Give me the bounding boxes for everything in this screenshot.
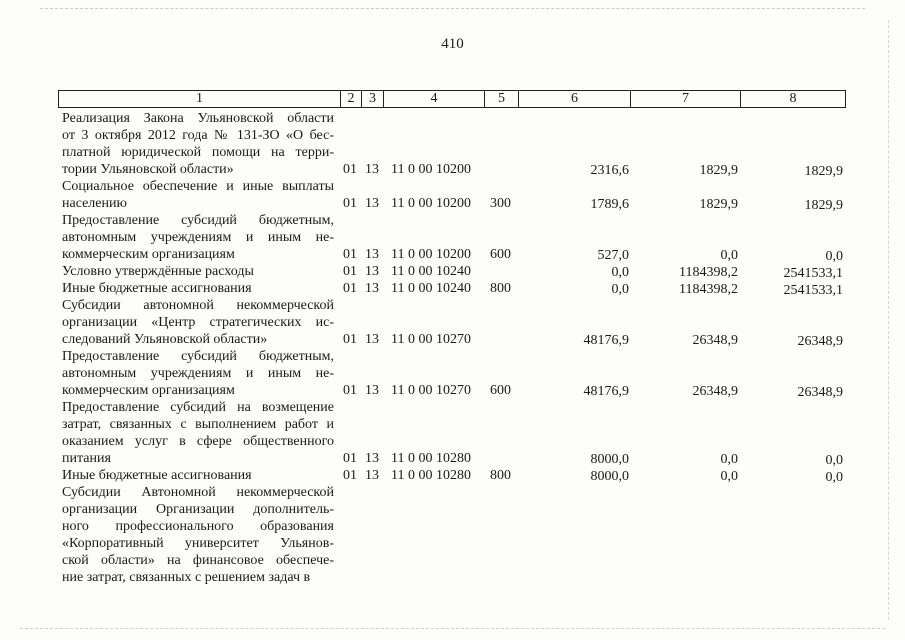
cell-col-6: 8000,0 — [590, 452, 629, 467]
cell-col-7: 1829,9 — [699, 197, 738, 212]
description-line: коммерческим организациям — [62, 383, 235, 398]
description-line: автономным учреждениям и иным не- — [62, 366, 334, 381]
cell-col-3: 13 — [365, 281, 379, 296]
description-line: Предоставление субсидий на возмещение — [62, 400, 334, 415]
cell-col-8: 0,0 — [825, 249, 843, 264]
row-description — [62, 484, 334, 586]
cell-col-6: 2316,6 — [590, 163, 629, 178]
column-header-4: 4 — [384, 91, 485, 107]
cell-col-7: 26348,9 — [692, 333, 738, 348]
cell-col-6: 0,0 — [611, 282, 629, 297]
description-line: следований Ульяновской области» — [62, 332, 268, 347]
cell-col-3: 13 — [365, 383, 379, 398]
description-line: ного профессионального образования — [62, 519, 334, 534]
cell-col-5: 600 — [490, 383, 511, 398]
cell-col-3: 13 — [365, 162, 379, 177]
description-line: Иные бюджетные ассигнования — [62, 468, 252, 483]
cell-col-2: 01 — [343, 383, 357, 398]
description-line: организации «Центр стратегических ис- — [62, 315, 334, 330]
description-line: населению — [62, 196, 127, 211]
cell-col-3: 13 — [365, 468, 379, 483]
cell-col-2: 01 — [343, 264, 357, 279]
cell-col-7: 1829,9 — [699, 163, 738, 178]
cell-col-3: 13 — [365, 332, 379, 347]
cell-col-2: 01 — [343, 196, 357, 211]
cell-col-5: 600 — [490, 247, 511, 262]
cell-col-6: 1789,6 — [590, 197, 629, 212]
description-line: затрат, связанных с выполнением работ и — [62, 417, 334, 432]
description-line: ние затрат, связанных с решением задач в — [62, 570, 311, 585]
cell-col-4: 11 0 00 10280 — [391, 451, 471, 466]
cell-col-2: 01 — [343, 451, 357, 466]
cell-col-4: 11 0 00 10200 — [391, 162, 471, 177]
cell-col-8: 1829,9 — [804, 198, 843, 213]
description-line: Реализация Закона Ульяновской области — [62, 111, 334, 126]
cell-col-7: 0,0 — [720, 469, 738, 484]
row-description — [62, 110, 334, 178]
cell-col-4: 11 0 00 10240 — [391, 281, 471, 296]
column-header-8: 8 — [789, 91, 797, 106]
description-line: Условно утверждённые расходы — [62, 264, 254, 279]
description-line: Предоставление субсидий бюджетным, — [62, 213, 334, 228]
column-header-3: 3 — [362, 91, 384, 107]
cell-col-6: 0,0 — [611, 265, 629, 280]
row-description — [62, 212, 334, 263]
cell-col-2: 01 — [343, 332, 357, 347]
cell-col-8: 26348,9 — [797, 334, 843, 349]
scan-top-edge — [40, 8, 865, 9]
description-line: питания — [62, 451, 111, 466]
cell-col-3: 13 — [365, 196, 379, 211]
cell-col-5: 800 — [490, 281, 511, 296]
cell-col-6: 8000,0 — [590, 469, 629, 484]
column-header-7: 7 — [631, 91, 741, 107]
column-header-2: 2 — [341, 91, 362, 107]
description-line: коммерческим организациям — [62, 247, 235, 262]
row-description — [62, 297, 334, 348]
description-line: Предоставление субсидий бюджетным, — [62, 349, 334, 364]
row-description — [62, 178, 334, 212]
cell-col-7: 0,0 — [720, 452, 738, 467]
cell-col-2: 01 — [343, 468, 357, 483]
cell-col-7: 26348,9 — [692, 384, 738, 399]
cell-col-8: 0,0 — [825, 470, 843, 485]
description-line: организации Организации дополнитель- — [62, 502, 334, 517]
cell-col-8: 1829,9 — [804, 164, 843, 179]
cell-col-8: 0,0 — [825, 453, 843, 468]
description-line: «Корпоративный университет Ульянов- — [62, 536, 334, 551]
row-description — [62, 280, 334, 297]
cell-col-3: 13 — [365, 451, 379, 466]
description-line: Иные бюджетные ассигнования — [62, 281, 252, 296]
cell-col-6: 48176,9 — [583, 333, 629, 348]
description-line: Социальное обеспечение и иные выплаты — [62, 179, 334, 194]
description-line: Субсидии автономной некоммерческой — [62, 298, 334, 313]
column-header-5: 5 — [485, 91, 519, 107]
cell-col-5: 300 — [490, 196, 511, 211]
page-number: 410 — [441, 36, 464, 52]
cell-col-8: 26348,9 — [797, 385, 843, 400]
row-description — [62, 348, 334, 399]
cell-col-4: 11 0 00 10280 — [391, 468, 471, 483]
description-line: Субсидии Автономной некоммерческой — [62, 485, 334, 500]
description-line: от 3 октября 2012 года № 131-ЗО «О бес- — [62, 128, 334, 143]
column-header-1: 1 — [59, 91, 341, 107]
description-line: тории Ульяновской области» — [62, 162, 234, 177]
cell-col-8: 2541533,1 — [783, 283, 843, 298]
cell-col-4: 11 0 00 10200 — [391, 247, 471, 262]
cell-col-7: 1184398,2 — [679, 282, 738, 297]
cell-col-7: 0,0 — [720, 248, 738, 263]
cell-col-8: 2541533,1 — [783, 266, 843, 281]
description-line: ской области» на финансовое обеспече- — [62, 553, 334, 568]
scan-right-edge — [888, 20, 889, 620]
cell-col-3: 13 — [365, 247, 379, 262]
scan-bottom-edge — [20, 628, 885, 629]
cell-col-4: 11 0 00 10200 — [391, 196, 471, 211]
cell-col-4: 11 0 00 10270 — [391, 383, 471, 398]
description-line: оказанием услуг в сфере общественного — [62, 434, 334, 449]
cell-col-2: 01 — [343, 162, 357, 177]
row-description — [62, 467, 334, 484]
row-description — [62, 263, 334, 280]
column-header-6: 6 — [519, 91, 631, 107]
description-line: платной юридической помощи на терри- — [62, 145, 334, 160]
cell-col-4: 11 0 00 10270 — [391, 332, 471, 347]
cell-col-2: 01 — [343, 281, 357, 296]
cell-col-4: 11 0 00 10240 — [391, 264, 471, 279]
table-header — [58, 90, 846, 108]
description-line: автономным учреждениям и иным не- — [62, 230, 334, 245]
cell-col-2: 01 — [343, 247, 357, 262]
cell-col-3: 13 — [365, 264, 379, 279]
row-description — [62, 399, 334, 467]
cell-col-6: 527,0 — [597, 248, 629, 263]
cell-col-6: 48176,9 — [583, 384, 629, 399]
cell-col-7: 1184398,2 — [679, 265, 738, 280]
cell-col-5: 800 — [490, 468, 511, 483]
